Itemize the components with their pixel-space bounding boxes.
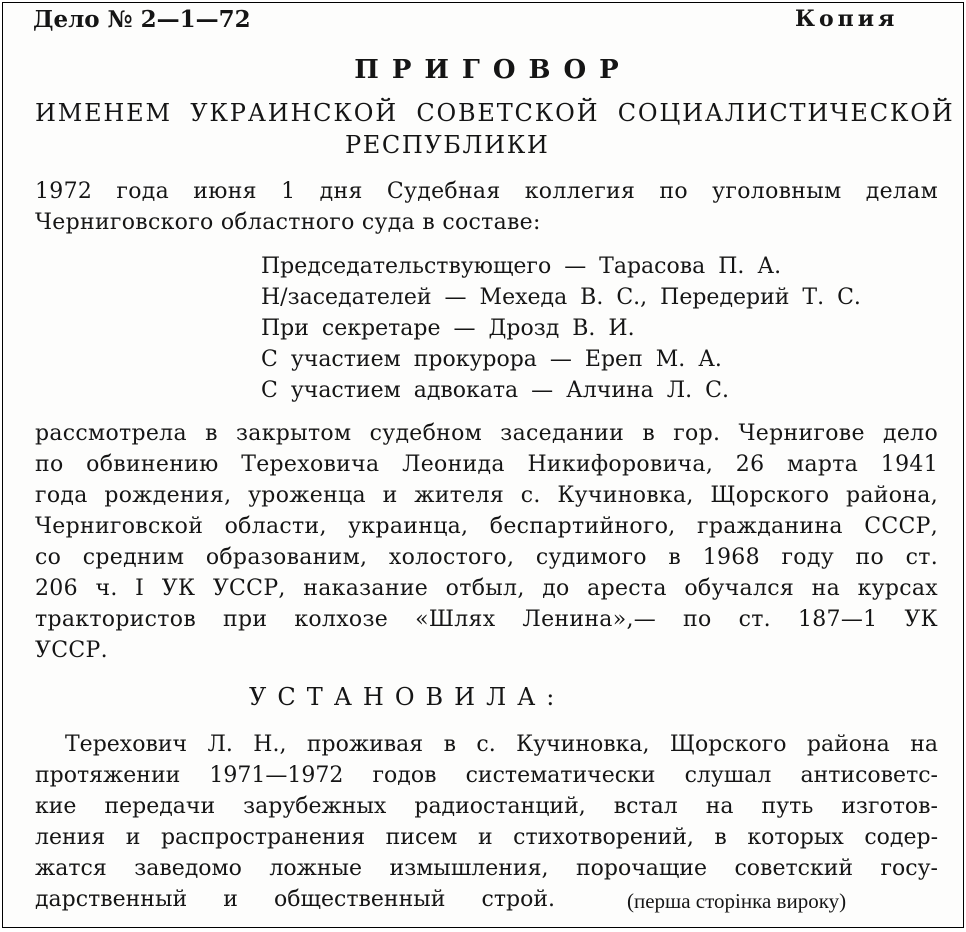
court-composition — [261, 251, 861, 406]
republic-header-line-1: ИМЕНЕМ УКРАИНСКОЙ СОВЕТСКОЙ СОЦИАЛИСТИЧЕСКОЙ — [35, 99, 955, 127]
text-line: по обвинению Тереховича Леонида Никифоровича, 26 марта 1941 — [35, 452, 938, 477]
copy-mark: Копия — [795, 6, 899, 32]
composition-line: Н/заседателей — Мехеда В. С., Передерий Т. С. — [261, 285, 861, 310]
document-title: ПРИГОВОР — [354, 55, 632, 85]
text-line: дарственный и общественный строй. — [35, 887, 555, 912]
text-line: УССР. — [35, 638, 108, 663]
text-line: Черниговской области, украинца, беспартийного, гражданина СССР, — [35, 514, 938, 539]
text-line: жатся заведомо ложные измышления, порочащие советский госу- — [35, 856, 938, 881]
text-line: Терехович Л. Н., проживая в с. Кучиновка, Щорского района на — [65, 732, 938, 757]
page-caption: (перша сторінка вироку) — [627, 889, 847, 913]
case-number: Дело № 2—1—72 — [33, 6, 251, 33]
text-line: кие передачи зарубежных радиостанций, встал на путь изготов- — [35, 794, 938, 819]
text-line: трактористов при колхозе «Шлях Ленина»,— по ст. 187—1 УК — [35, 607, 938, 632]
intro-paragraph — [35, 176, 938, 238]
text-line: протяжении 1971—1972 годов систематически слушал антисоветс- — [35, 763, 938, 788]
composition-line: При секретаре — Дрозд В. И. — [261, 316, 635, 341]
text-line: 1972 года июня 1 дня Судебная коллегия по уголовным делам — [35, 179, 938, 204]
composition-line: С участием прокурора — Ереп М. А. — [261, 347, 722, 372]
text-line: со средним образованим, холостого, судимого в 1968 году по ст. — [35, 545, 938, 570]
composition-line: С участием адвоката — Алчина Л. С. — [261, 378, 729, 403]
text-line: года рождения, уроженца и жителя с. Кучиновка, Щорского района, — [35, 483, 938, 508]
text-line: ления и распространения писем и стихотворений, в которых содер- — [35, 825, 938, 850]
document-page — [2, 2, 964, 928]
text-line: Черниговского областного суда в составе: — [35, 210, 541, 235]
case-paragraph — [35, 418, 938, 666]
section-title: УСТАНОВИЛА: — [249, 683, 566, 711]
republic-header-line-2: РЕСПУБЛИКИ — [345, 131, 550, 159]
text-line: рассмотрела в закрытом судебном заседании в гор. Чернигове дело — [35, 421, 938, 446]
composition-line: Председательствующего — Тарасова П. А. — [261, 254, 782, 279]
text-line: 206 ч. I УК УССР, наказание отбыл, до ареста обучался на курсах — [35, 576, 938, 601]
findings-paragraph — [35, 729, 938, 915]
